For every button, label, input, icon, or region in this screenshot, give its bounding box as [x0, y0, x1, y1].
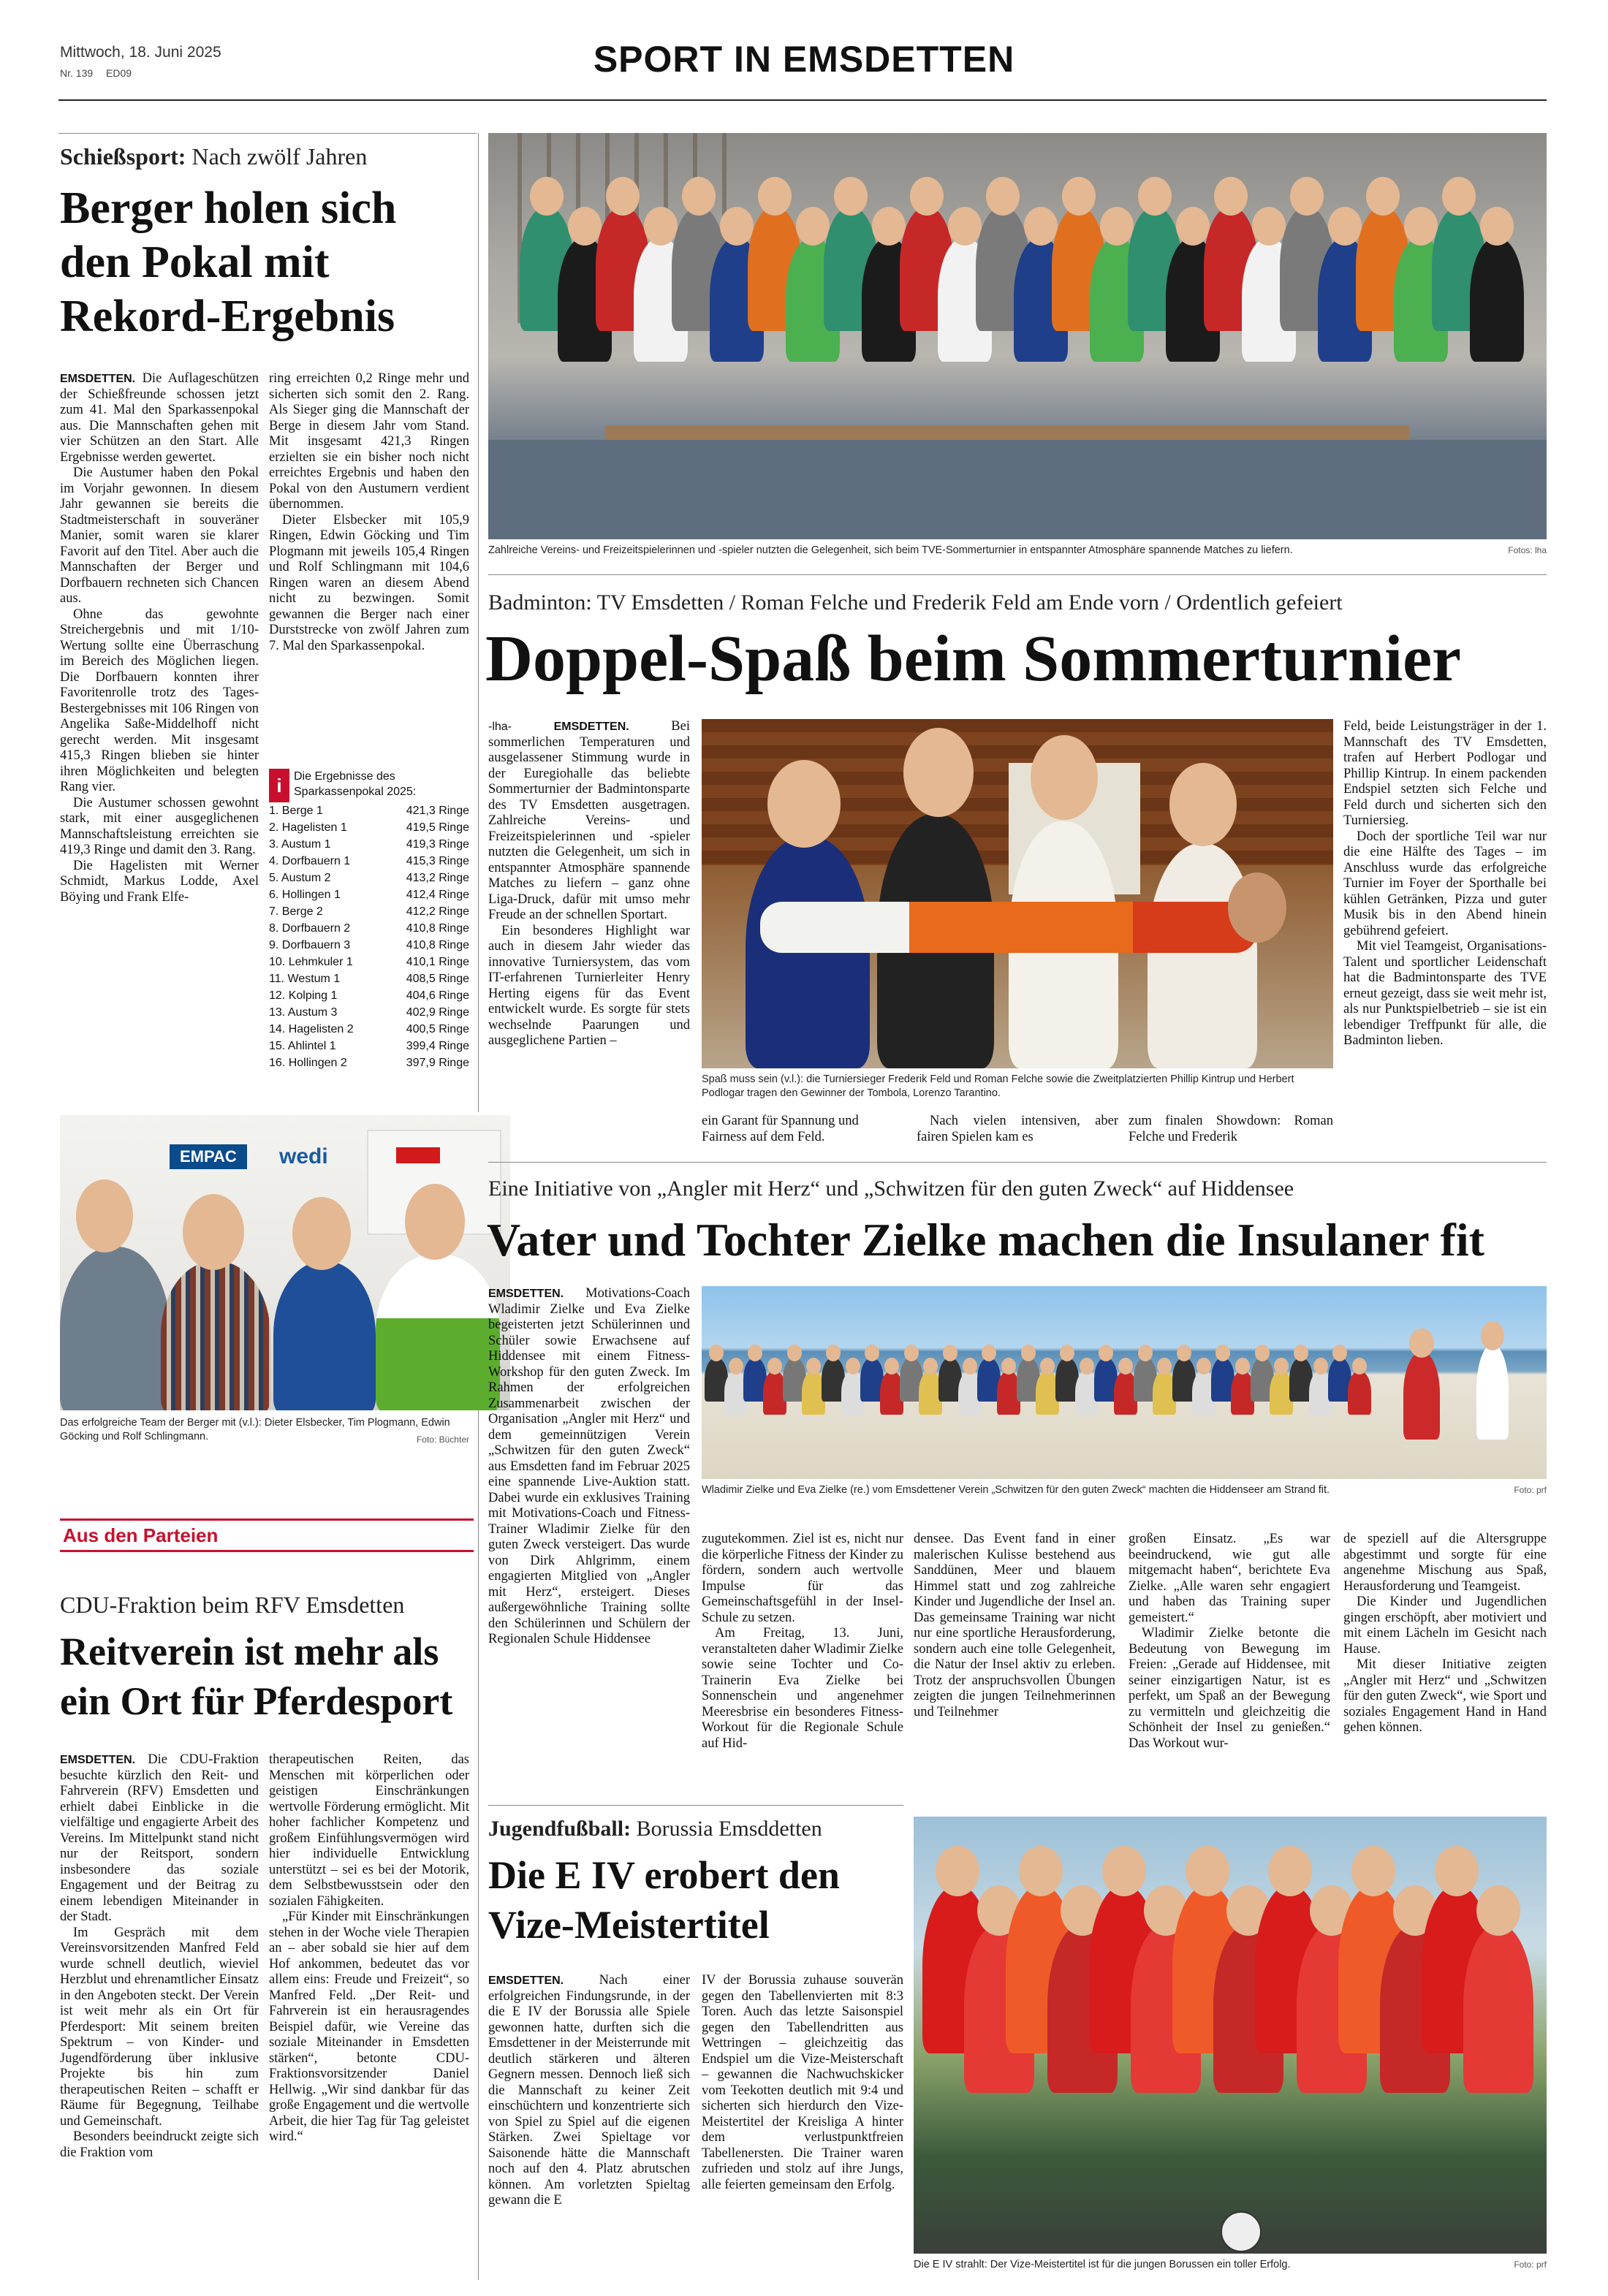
crowd-person [1470, 237, 1524, 362]
borussia-top-rule [488, 1805, 903, 1806]
crowd-person [1463, 1925, 1533, 2093]
edition-code: ED09 [106, 67, 132, 79]
football [1221, 2211, 1262, 2252]
crowd-person-head [846, 1358, 860, 1375]
crowd-person-head [1352, 1358, 1367, 1375]
hiddensee-caption-text: Wladimir Zielke und Eva Zielke (re.) vom Emsdettener Verein „Schwitzen für den guten Zweck“ machten die Hiddenseer am Strand fit. [702, 1484, 1330, 1496]
crowd-person [1348, 1371, 1371, 1415]
hiddensee-col5-p3: Mit dieser Initiative zeigten „Angler mit Herz“ und „Schwitzen für den guten Zweck“, wie Sport und soziales Engagement Hand in Hand gehen können. [1343, 1657, 1547, 1735]
cdu-col1-p1: Die CDU-Fraktion besuchte kürzlich den Reit- und Fahrverein (RFV) Emsdetten und erhielt dabei Einblicke in die vielfältige und engagierte Arbeit des Vereins. Im Mittelpunkt stand nicht nur der Reitsport, sondern insbesondere das soziale Engagement und der Beitrag zu einem lebendigen Miteinander in der Stadt. [60, 1752, 259, 1924]
article1-col1-p4: Die Austumer schossen gewohnt stark, mit einer ausgeglichenen Mannschaftsleistung erreichten sie 419,3 Ringe und damit den 3. Rang. [60, 795, 259, 857]
results-row [269, 987, 469, 1004]
results-team: 1. Berge 1 [269, 805, 323, 817]
crowd-person-head [606, 177, 640, 216]
results-row [269, 802, 469, 819]
borussia-photo-credit: Foto: prf [1514, 2259, 1547, 2270]
badminton-bottom-a: ein Garant für Spannung und Fairness auf dem Feld. [702, 1114, 859, 1144]
crowd-person-head [1060, 1345, 1074, 1361]
badminton-bottom-c: zum finalen Showdown: Roman Felche und Frederik [1129, 1114, 1333, 1144]
crowd-person-head [1216, 1345, 1230, 1361]
trainer-figure [1403, 1352, 1440, 1440]
person-rolf-head [405, 1184, 465, 1260]
crowd-person-head [1001, 1358, 1016, 1375]
hiddensee-kicker: Eine Initiative von „Angler mit Herz“ und „Schwitzen für den guten Zweck“ auf Hiddensee [488, 1176, 1294, 1201]
borussia-col1 [488, 1973, 690, 2209]
article1-kicker [60, 143, 367, 170]
results-team: 5. Austum 2 [269, 872, 331, 884]
crowd-person-head [910, 177, 944, 216]
article1-col1-p1: Die Auflageschützen der Schießfreunde schossen jetzt zum 41. Mal den Sparkassenpokal aus. Die Mannschaften gehen mit vier Schützen an den Start. Alle Ergebnisse werden gewertet. [60, 371, 259, 465]
crowd-person-head [682, 177, 716, 216]
info-icon: i [269, 769, 289, 802]
results-team: 6. Hollingen 1 [269, 889, 341, 901]
badminton-left-col [488, 719, 690, 1049]
borussia-caption-text: Die E IV strahlt: Der Vize-Meistertitel ist für die jungen Borussen ein toller Erfolg. [914, 2259, 1291, 2270]
article1-col1-p2: Die Austumer haben den Pokal im Vorjahr gewonnen. In diesem Jahr gewannen sie bereits die Stadtmeisterschaft in souveräner Manier, somit waren sie klarer Favorit auf den Titel. Aber auch die Mannschaften der Berger und Dorfbauern rechneten sich Chancen aus. [60, 465, 259, 606]
party-label-box [60, 1518, 474, 1552]
results-score: 408,5 Ringe [406, 973, 469, 985]
section-title: SPORT IN EMSDETTEN [593, 39, 1015, 80]
crowd-person-head [720, 207, 754, 246]
crowd-person-head [709, 1345, 724, 1361]
trainer-eva-head [1481, 1321, 1504, 1350]
results-score: 419,5 Ringe [406, 821, 469, 834]
crowd-person-head [884, 1358, 899, 1375]
badminton-right-col [1343, 719, 1547, 1049]
results-score: 421,3 Ringe [406, 805, 469, 817]
badminton-top-caption-text: Zahlreiche Vereins- und Freizeitspielerinnen und -spieler nutzten die Gelegenheit, sich beim TVE-Sommerturnier in entspannter Atmosphäre spannende Matches zu liefern. [488, 544, 1293, 556]
results-score: 402,9 Ringe [406, 1006, 469, 1019]
crowd-person-head [872, 207, 906, 246]
issue-number: Nr. 139 [60, 67, 94, 79]
berger-photo-credit: Foto: Büchter [416, 1434, 469, 1445]
borussia-kicker-sport: Jugendfußball: [488, 1817, 632, 1841]
crowd-person-head [1351, 1846, 1395, 1896]
article1-col1 [60, 371, 259, 905]
hiddensee-col1 [488, 1286, 690, 1648]
results-team: 12. Kolping 1 [269, 989, 338, 1002]
results-score: 410,8 Ringe [406, 939, 469, 951]
crowd-person-head [729, 1358, 743, 1375]
borussia-col2-p1: IV der Borussia zuhause souverän gegen den Tabellenvierten mit 8:3 Toren. Auch das letzte Saisonspiel gegen den Tabellendritten aus Wettringen – gleichzeitig das Endspiel um die Vize-Meisterschaft – gewannen die Nachwuchskicker vom Teekotten deutlich mit 9:4 und sicherten sich hierdurch den Vize-Meistertitel der Kreisliga A hinter dem verlustpunktfreien Tabellenersten. Die Trainer waren zufrieden und stolz auf ihre Jungs, alle feierten gemeinsam den Erfolg. [702, 1973, 903, 2192]
results-title: Die Ergebnisse des Sparkassenpokal 2025: [294, 770, 417, 798]
crowd-person-head [1480, 207, 1514, 246]
hiddensee-col2-p1: zugutekommen. Ziel ist es, nicht nur die körperliche Fitness der Kinder zu fördern, sondern auch wertvolle Impulse für das Gemeinschaftsgefühl in der Insel-Schule zu setzen. [702, 1532, 903, 1625]
crowd-person-head [826, 1345, 841, 1361]
badminton-top-caption [488, 544, 1547, 558]
hiddensee-photo-caption [702, 1483, 1547, 1497]
cdu-dateline: EMSDETTEN. [60, 1754, 136, 1766]
crowd-person-head [1138, 1345, 1153, 1361]
crowd-person-head [982, 1345, 996, 1361]
hiddensee-col2-p2: Am Freitag, 13. Juni, veranstalteten daher Wladimir Zielke sowie seine Tochter und Co-Trainerin Eva Zielke bei Sonnenschein und angenehmer Meeresbrise ein besonderes Fitness-Workout für die Regionale Schule auf Hid- [702, 1626, 903, 1751]
hiddensee-photo-credit: Foto: prf [1514, 1485, 1547, 1495]
berger-caption-text: Das erfolgreiche Team der Berger mit (v.l.): Dieter Elsbecker, Tim Plogmann, Edwin Göcking und Rolf Schlingmann. [60, 1417, 450, 1442]
carried-person-head [1228, 873, 1286, 943]
results-box [269, 769, 469, 1071]
results-team: 14. Hagelisten 2 [269, 1023, 354, 1035]
badminton-right-p1: Feld, beide Leistungsträger in der 1. Mannschaft des TV Emsdetten, trafen auf Herbert Podlogar und Phillip Kintrup. In einem packenden Endspiel setzten sich Felche und Feld durch und sicherten sich den Turniersieg. [1343, 719, 1547, 828]
person-edwin [273, 1261, 376, 1410]
person-edwin-head [292, 1197, 351, 1270]
gym-floor [488, 440, 1547, 539]
results-team: 4. Dorfbauern 1 [269, 855, 351, 867]
crowd-person-head [1177, 1345, 1191, 1361]
cdu-col2-p1: therapeutischen Reiten, das Menschen mit körperlichen oder geistigen Einschränkungen wertvolle Förderung ermöglicht. Mit hoher fachlicher Kompetenz und großem Einfühlungsvermögen wird hier individuelle Entwicklung unterstützt – sei es bei der Motorik, dem Selbstbewusstsein oder den sozialen Fähigkeiten. [269, 1752, 469, 1909]
runner-up-2 [1148, 843, 1257, 1068]
badminton-right-p2: Doch der sportliche Teil war nur die eine Hälfte des Tages – im Anschluss wurde das erfolgreiche Turnier im Foyer der Sporthalle bei kühlen Getränken, Pizza und guter Musik bis in den Abend hinein gebührend gefeiert. [1343, 829, 1547, 938]
crowd-person-head [1100, 207, 1134, 246]
crowd-person-head [1102, 1846, 1146, 1896]
sponsor-banner-wedi: wedi [279, 1144, 328, 1168]
results-row [269, 970, 469, 987]
results-score: 404,6 Ringe [406, 989, 469, 1002]
person-dieter [60, 1247, 170, 1410]
person-tim [161, 1261, 270, 1410]
article1-col1-p3: Ohne das gewohnte Streichergebnis und mit 1/10-Wertung sollte eine Überraschung im Bereich des Möglichen liegen. Die Dorfbauern konnten ihrer Favoritenrolle trotz des Tages-Bestergebnisses mit 106 Ringen von Angelika Saße-Middelhoff nicht gerecht werden. Mit insgesamt 415,3 Ringen blieben sie hinter ihren Möglichkeiten und belegten Rang vier. [60, 607, 259, 794]
results-row [269, 954, 469, 970]
hiddensee-col3-p1: densee. Das Event fand in einer malerischen Kulisse bestehend aus Sanddünen, Meer und blauem Himmel statt und zog zahlreiche Kinder und Jugendliche der Insel an. Das gemeinsame Training war nicht nur eine sportliche Herausforderung, sondern auch eine tolle Gelegenheit, die Natur der Insel aktiv zu erleben. Trotz der anspruchsvollen Übungen zeigten die jungen Teilnehmerinnen und Teilnehmer [914, 1532, 1115, 1719]
crowd-person-head [1118, 1358, 1133, 1375]
results-row [269, 1021, 469, 1038]
crowd-person-head [1274, 1358, 1289, 1375]
results-team: 2. Hagelisten 1 [269, 821, 347, 834]
results-row [269, 853, 469, 870]
badminton-author: -lha- [488, 721, 512, 733]
crowd-person-head [787, 1345, 802, 1361]
crowd-person-head [1235, 1358, 1250, 1375]
crowd-person-head [767, 1358, 782, 1375]
results-row [269, 886, 469, 903]
article1-col2-p2: Dieter Elsbecker mit 105,9 Ringen, Edwin Göcking und Tim Plogmann mit jeweils 105,4 Ringen und Rolf Schlingmann mit 104,6 Ringen waren an diesem Abend nicht zu bezwingen. Somit gewannen die Berger nach einer Durststrecke von zwölf Jahren zum 7. Mal den Sparkassenpokal. [269, 512, 469, 653]
results-team: 3. Austum 1 [269, 838, 331, 851]
crowd-person-head [943, 1345, 957, 1361]
crowd-person-head [1019, 1846, 1063, 1896]
results-score: 412,4 Ringe [406, 889, 469, 901]
crowd-person-head [1255, 1345, 1270, 1361]
crowd-person-head [865, 1345, 879, 1361]
borussia-col1-p1: Nach einer erfolgreichen Findungsrunde, in der die E IV der Borussia alle Spiele gewonnen hatte, durften sich die Emsdettener in der Meisterrunde mit deutlich stärkeren und älteren Gegnern messen. Dennoch ließ sich die Mannschaft zu keiner Zeit einschüchtern und konzentrierte sich von Spiel zu Spiel auf die eigenen Stärken. Zwei Spieltage vor Saisonende hätte die Mannschaft noch auf den 4. Platz abrutschen können. Am vorletzten Spieltag gewann die E [488, 1973, 690, 2208]
badminton-left-p1: Bei sommerlichen Temperaturen und ausgelassener Stimmung wurde in der Euregiohalle das beliebte Sommerturnier der Badmintonsparte des TV Emsdetten ausgetragen. Zahlreiche Vereins- und Freizeitspielerinnen und -spieler nutzten die Gelegenheit, um sich in entspannter Atmosphäre spannende Matches zu liefern – ganz ohne Liga-Druck, dafür mit umso mehr Freude an der schnellen Sportart. [488, 719, 690, 922]
borussia-kicker-text: Borussia Emsddetten [636, 1817, 822, 1841]
trainer-eva [1476, 1345, 1509, 1440]
results-team: 9. Dorfbauern 3 [269, 939, 351, 951]
badminton-bottom-b: Nach vielen intensiven, aber fairen Spielen kam es [917, 1114, 1118, 1144]
trainer-head [1409, 1328, 1434, 1358]
crowd-person-head [1062, 177, 1096, 216]
badminton-right-p3: Mit viel Teamgeist, Organisations-Talent und sportlicher Leidenschaft hat die Badmintonsparte des TVE erneut gezeigt, dass sie weit mehr ist, als nur Punktspielbetrieb – sie ist ein lebendiger Treffpunkt für alle, die Badminton lieben. [1343, 939, 1547, 1048]
results-row [269, 1004, 469, 1021]
runner-up-1-head [1031, 735, 1098, 820]
berger-team-photo [60, 1115, 510, 1410]
results-score: 410,8 Ringe [406, 922, 469, 935]
crowd-person-head [1332, 1345, 1347, 1361]
badminton-group-photo [488, 133, 1547, 539]
article1-col2 [269, 371, 469, 654]
crowd-person-head [1176, 207, 1210, 246]
borussia-col2 [702, 1973, 903, 2193]
hiddensee-top-rule [488, 1162, 1547, 1163]
badminton-winners-caption: Spaß muss sein (v.l.): die Turniersieger Frederik Feld und Roman Felche sowie die Zweitplatzierten Phillip Kintrup und Herbert Podlogar tragen den Gewinner der Tombola, Lorenzo Tarantino. [702, 1073, 1294, 1099]
carried-person [760, 902, 1257, 953]
cdu-col1-p3: Besonders beeindruckt zeigte sich die Fraktion vom [60, 2129, 259, 2160]
results-row [269, 920, 469, 937]
results-row [269, 903, 469, 920]
crowd-person-head [1328, 207, 1362, 246]
crowd-person-head [1313, 1358, 1328, 1375]
crowd-person-head [1366, 177, 1400, 216]
hiddensee-headline: Vater und Tochter Zielke machen die Insulaner fit [487, 1214, 1484, 1266]
borussia-team-photo [914, 1817, 1547, 2254]
crowd-person-head [1157, 1358, 1172, 1375]
crowd-person-head [1442, 177, 1476, 216]
crowd-person-head [1252, 207, 1286, 246]
results-row [269, 1038, 469, 1054]
badminton-kicker: Badminton: TV Emsdetten / Roman Felche und Frederik Feld am Ende vorn / Ordentlich gefeiert [488, 590, 1343, 615]
crowd-person-head [963, 1358, 977, 1375]
results-score: 419,3 Ringe [406, 838, 469, 851]
cdu-col2-p2: „Für Kinder mit Einschränkungen stehen in der Woche viele Therapien an – aber sobald sie hier auf dem Hof ankommen, bedeutet das vor allem eins: Freude und Freizeit“, so Manfred Feld. „Der Reit- und Fahrverein ist ein herausragendes Beispiel dafür, wie Vereine das soziale Miteinander in Emsdetten stärken“, betonte CDU-Fraktionsvorsitzender Daniel Hellwig. „Wir sind dankbar für das große Engagement und die wertvolle Arbeit, die hier Tag für Tag geleistet wird.“ [269, 1909, 469, 2144]
crowd-person-head [834, 177, 868, 216]
badminton-top-rule [488, 574, 1547, 575]
person-rolf [376, 1254, 500, 1410]
badminton-top-credit: Fotos: lha [1508, 545, 1547, 555]
borussia-headline: Die E IV erobert den Vize-Meistertitel [488, 1853, 840, 1947]
crowd-person-head [568, 207, 602, 246]
crowd-person-head [1435, 1846, 1479, 1896]
winner-second-head [903, 728, 974, 817]
crowd-person-head [1099, 1345, 1113, 1361]
results-team: 15. Ahlintel 1 [269, 1040, 336, 1052]
party-label: Aus den Parteien [63, 1524, 219, 1546]
crowd-person-head [1040, 1358, 1055, 1375]
hiddensee-col4 [1129, 1532, 1330, 1752]
sponsor-red-logo [396, 1147, 440, 1163]
results-score: 415,3 Ringe [406, 855, 469, 867]
hiddensee-col4-p1: großen Einsatz. „Es war beeindruckend, wie gut alle mitgemacht haben“, berichtete Eva Zielke. „Alle waren sehr engagiert und haben das Training super gemeistert.“ [1129, 1532, 1330, 1625]
kicker-sport: Schießsport: [60, 143, 186, 170]
hiddensee-col3 [914, 1532, 1115, 1720]
borussia-kicker [488, 1817, 822, 1841]
results-row [269, 836, 469, 853]
badminton-winners-photo [702, 719, 1333, 1068]
crowd-person-head [1404, 207, 1438, 246]
crowd-person-head [796, 207, 830, 246]
hiddensee-col1-p1: Motivations-Coach Wladimir Zielke und Eva Zielke begeisterten jetzt Schülerinnen und Schüler sowie Erwachsene auf Hiddensee mit einem Fitness-Workshop für den guten Zweck. Im Rahmen der erfolgreichen Zusammenarbeit zwischen der Organisation „Angler mit Herz“ und dem gemeinnützigen Verein „Schwitzen für den guten Zweck“ aus Emsdetten fand im Februar 2025 eine spannende Live-Auktion statt. Dabei wurde ein exklusives Training mit Motivations-Coach und Fitness-Trainer Wladimir Zielke für den guten Zweck versteigert. Das wurde von Dirk Ahlgrimm, einem engagierten Mitglied von „Angler mit Herz“, ersteigert. Dieses außergewöhnliche Training sollte den Schülerinnen und Schülern der Regionalen Schule Hiddensee [488, 1286, 690, 1646]
cdu-col2 [269, 1752, 469, 2145]
results-score: 412,2 Ringe [406, 905, 469, 918]
crowd-person-head [1186, 1846, 1229, 1896]
article1-headline: Berger holen sich den Pokal mit Rekord-Ergebnis [60, 183, 397, 341]
crowd-person-head [1214, 177, 1248, 216]
person-dieter-head [76, 1179, 133, 1252]
article1-dateline: EMSDETTEN. [60, 373, 136, 385]
badminton-dateline: EMSDETTEN. [553, 721, 629, 733]
results-team: 8. Dorfbauern 2 [269, 922, 351, 935]
kicker-text: Nach zwölf Jahren [191, 143, 368, 170]
cdu-headline: Reitverein ist mehr als ein Ort für Pferdesport [60, 1630, 453, 1723]
results-score: 413,2 Ringe [406, 872, 469, 884]
article1-top-rule [58, 133, 477, 134]
hiddensee-beach-photo [702, 1286, 1547, 1479]
crowd-person-head [1196, 1358, 1211, 1375]
crowd-person-head [1021, 1345, 1036, 1361]
gym-bench [605, 425, 1409, 440]
crowd-person-head [904, 1345, 919, 1361]
crowd-person-head [758, 177, 792, 216]
crowd-person-head [748, 1345, 762, 1361]
winner-left-head [767, 760, 841, 848]
crowd-person-head [530, 177, 564, 216]
header-date: Mittwoch, 18. Juni 2025 [60, 44, 221, 61]
badminton-left-p2: Ein besonderes Highlight war auch in diesem Jahr wieder das innovative Turniersystem, das vom IT-erfahrenen Turnierleiter Henry Herting eigens für das Event entwickelt wurde. Es sorgte für stets wechselnde Paarungen und ausgeglichene Partien – [488, 923, 690, 1048]
badminton-headline: Doppel-Spaß beim Sommerturnier [485, 623, 1461, 695]
crowd-person-head [1294, 1345, 1308, 1361]
results-row [269, 1054, 469, 1071]
header-rule [58, 99, 1547, 101]
article1-col2-p1: ring erreichten 0,2 Ringe mehr und sicherten sich somit den 2. Rang. Als Sieger ging die Mannschaft der Berge in diesem Jahr vom Stand. Mit insgesamt 421,3 Ringen erzielten sie ein bisher noch nicht erreichtes Ergebnis und haben den Pokal von den Austumern verdient übernommen. [269, 371, 469, 512]
results-score: 410,1 Ringe [406, 956, 469, 968]
crowd-person-head [923, 1358, 938, 1375]
crowd-person-head [1138, 177, 1172, 216]
column-divider-left [478, 133, 479, 1112]
crowd-person-head [1024, 207, 1058, 246]
person-tim-head [183, 1194, 244, 1270]
results-team: 7. Berge 2 [269, 905, 323, 918]
results-header [269, 769, 469, 802]
borussia-photo-caption [914, 2258, 1547, 2272]
borussia-dateline: EMSDETTEN. [488, 1974, 564, 1987]
results-team: 16. Hollingen 2 [269, 1057, 347, 1069]
crowd-person-head [1080, 1358, 1094, 1375]
crowd-person-head [948, 207, 982, 246]
runner-up-2-head [1169, 763, 1237, 846]
results-score: 399,4 Ringe [406, 1040, 469, 1052]
crowd-person-head [1268, 1846, 1312, 1896]
crowd-person-head [644, 207, 678, 246]
crowd-person-head [986, 177, 1020, 216]
hiddensee-dateline: EMSDETTEN. [488, 1288, 564, 1300]
article1-col1-p5: Die Hagelisten mit Werner Schmidt, Markus Lodde, Axel Böying und Frank Elfe- [60, 858, 259, 905]
hiddensee-col5 [1343, 1532, 1547, 1736]
berger-photo-caption [60, 1416, 469, 1447]
results-score: 400,5 Ringe [406, 1023, 469, 1035]
cdu-kicker: CDU-Fraktion beim RFV Emsdetten [60, 1592, 405, 1618]
crowd-person-head [936, 1846, 979, 1896]
results-row [269, 870, 469, 886]
hiddensee-col4-p2: Wladimir Zielke betonte die Bedeutung von Bewegung im Freien: „Gerade auf Hiddensee, mit seiner einzigartigen Natur, ist es perfekt, um Spaß an der Bewegung zu vermitteln und gleichzeitig die Schönheit der Insel zu genießen.“ Das Workout wur- [1129, 1626, 1330, 1751]
results-row [269, 937, 469, 954]
results-team: 10. Lehmkuler 1 [269, 956, 353, 968]
sponsor-banner-empac: EMPAC [170, 1144, 247, 1169]
cdu-col1 [60, 1752, 259, 2161]
hiddensee-col5-p1: de speziell auf die Altersgruppe abgestimmt und sorgte für eine angenehme Mischung aus Spaß, Herausforderung und Teamgeist. [1343, 1532, 1547, 1594]
results-row [269, 819, 469, 836]
results-team: 13. Austum 3 [269, 1006, 338, 1019]
cdu-col1-p2: Im Gespräch mit dem Vereinsvorsitzenden Manfred Feld wurde schnell deutlich, wieviel Herzblut und ehrenamtlicher Einsatz in den Angeboten steckt. Der Verein ist weit mehr als ein Ort für Pferdesport: Mit seinem breiten Spektrum – von Kinder- und Jugendförderung über inklusive Projekte bis hin zum therapeutischen Reiten – schafft er Räume für Begegnung, Teilhabe und Gemeinschaft. [60, 1925, 259, 2129]
crowd-person-head [806, 1358, 821, 1375]
crowd-person-head [1476, 1885, 1520, 1936]
hiddensee-col2 [702, 1532, 903, 1752]
results-team: 11. Westum 1 [269, 973, 341, 985]
results-score: 397,9 Ringe [406, 1057, 469, 1069]
crowd-person-head [1290, 177, 1324, 216]
results-table [269, 802, 469, 1071]
hiddensee-col5-p2: Die Kinder und Jugendlichen gingen erschöpft, aber motiviert und mit einem Lächeln im Gesicht nach Hause. [1343, 1594, 1547, 1657]
